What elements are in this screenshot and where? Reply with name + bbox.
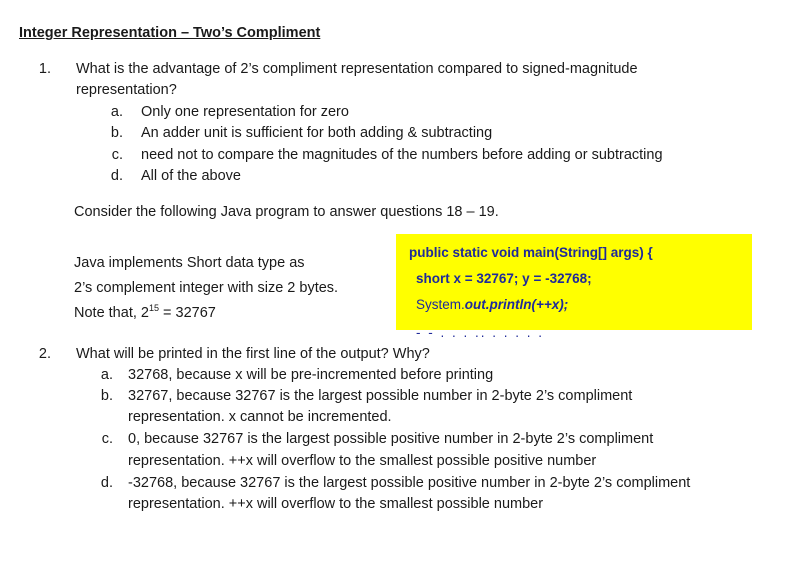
q1-option-c-text: need not to compare the magnitudes of the numbers before adding or subtracting bbox=[141, 147, 663, 163]
q1-option-d-text: All of the above bbox=[141, 168, 241, 184]
program-intro: Consider the following Java program to answer questions 18 – 19. bbox=[74, 204, 499, 220]
q2-option-d-letter: d. bbox=[100, 475, 113, 491]
side-note-line3-suffix: = 32767 bbox=[158, 305, 216, 321]
q1-option-b-letter: b. bbox=[110, 125, 123, 141]
q1-option-b-text: An adder unit is sufficient for both adding & subtracting bbox=[141, 125, 493, 141]
side-note-line3 bbox=[74, 304, 216, 322]
q1-option-d-letter: d. bbox=[110, 168, 123, 184]
q1-option-a-text: Only one representation for zero bbox=[141, 104, 349, 120]
q2-option-c-text-line2: representation. ++x will overflow to the smallest possible positive number bbox=[128, 453, 597, 469]
q2-number: 2. bbox=[38, 346, 51, 362]
q1-option-c-letter: c. bbox=[111, 147, 123, 163]
q1-text-line2: representation? bbox=[76, 82, 177, 98]
q2-option-b-text-line2: representation. x cannot be incremented. bbox=[128, 409, 392, 425]
code-snippet-box bbox=[396, 234, 752, 340]
q2-text: What will be printed in the first line of the output? Why? bbox=[76, 346, 430, 362]
code-line-main: public static void main(String[] args) { bbox=[409, 245, 653, 260]
side-note-line3-prefix: Note that, 2 bbox=[74, 305, 149, 321]
code-line-println-prefix: System. bbox=[416, 297, 465, 312]
page-title: Integer Representation – Two’s Compliment bbox=[19, 25, 321, 41]
side-note-line2: 2’s complement integer with size 2 bytes. bbox=[74, 280, 339, 296]
q2-option-a-text: 32768, because x will be pre-incremented before printing bbox=[128, 367, 494, 383]
q2-option-a-letter: a. bbox=[100, 367, 113, 383]
exponent: 15 bbox=[148, 303, 159, 313]
q1-number: 1. bbox=[38, 61, 51, 77]
q1-text-line1: What is the advantage of 2’s compliment representation compared to signed-magnitude bbox=[76, 61, 638, 77]
q2-option-d-text-line1: -32768, because 32767 is the largest possible positive number in 2-byte 2’s compliment bbox=[128, 475, 691, 491]
code-line-println bbox=[416, 297, 568, 312]
side-note-line1: Java implements Short data type as bbox=[74, 255, 305, 271]
code-line-declaration: short x = 32767; y = -32768; bbox=[416, 271, 592, 286]
q2-option-c-letter: c. bbox=[101, 431, 113, 447]
q2-option-b-letter: b. bbox=[100, 388, 113, 404]
q2-option-b-text-line1: 32767, because 32767 is the largest possible number in 2-byte 2’s compliment bbox=[128, 388, 633, 404]
q2-option-c-text-line1: 0, because 32767 is the largest possible positive number in 2-byte 2’s compliment bbox=[128, 431, 654, 447]
code-line-println-call: out.println(++x); bbox=[464, 297, 569, 312]
q1-option-a-letter: a. bbox=[110, 104, 123, 120]
q2-option-d-text-line2: representation. ++x will overflow to the smallest possible number bbox=[128, 496, 544, 512]
code-line-cutoff: - - . . . .. . . . . . bbox=[416, 325, 545, 340]
